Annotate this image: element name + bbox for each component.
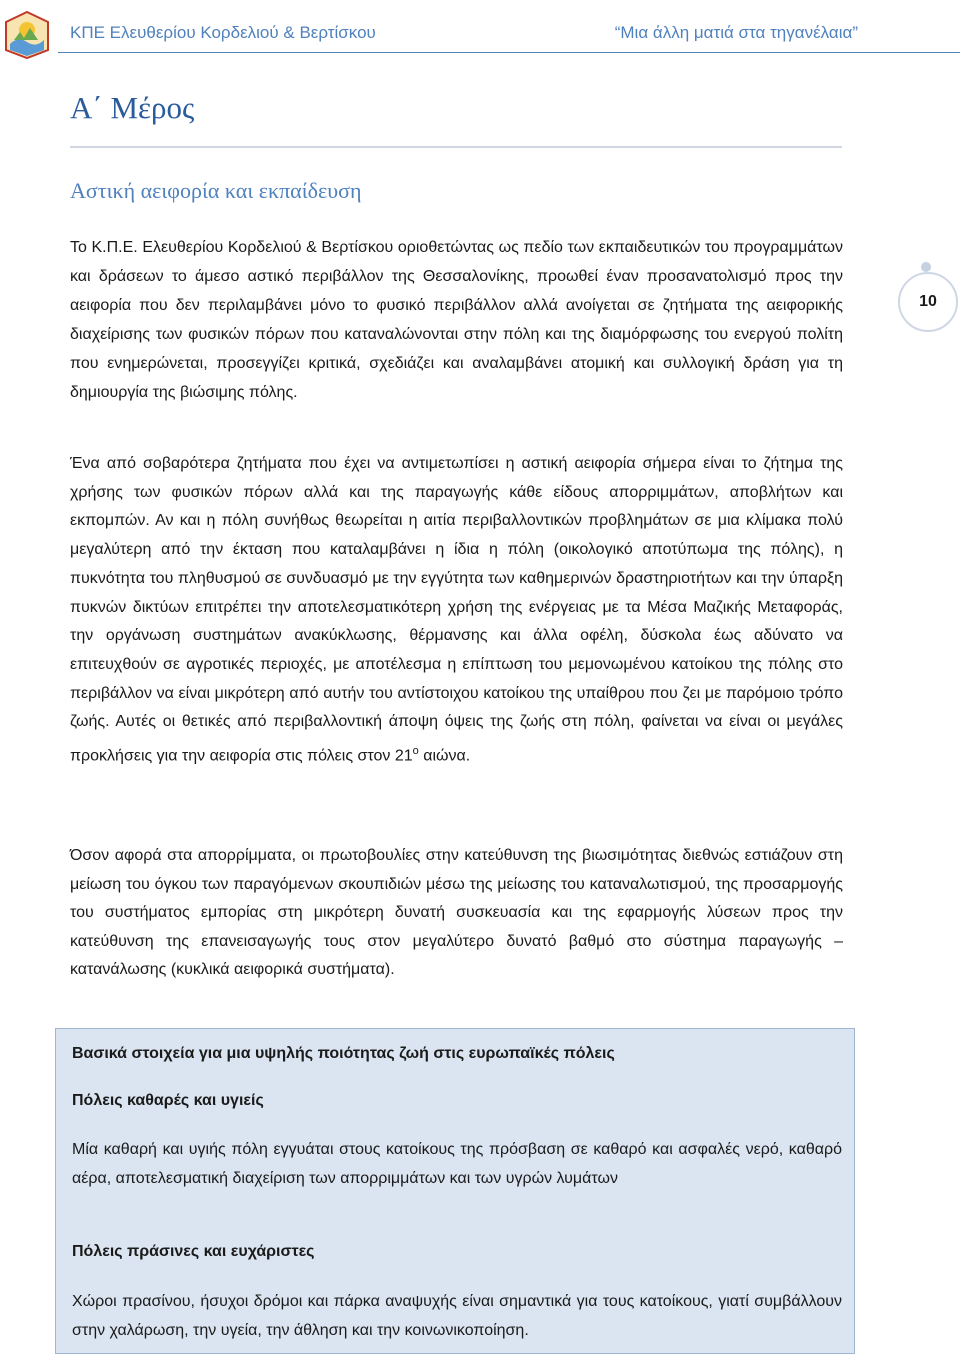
ordinal-superscript: ο — [412, 745, 419, 758]
page-number-dot — [921, 262, 931, 272]
kpe-logo-icon — [4, 10, 50, 60]
paragraph-urban-sustainability — [70, 450, 843, 771]
subsection-title: Αστική αειφορία και εκπαίδευση — [70, 178, 362, 203]
info-box-title: Βασικά στοιχεία για μια υψηλής ποιότητας ζωή στις ευρωπαϊκές πόλεις — [72, 1045, 615, 1062]
info-box-text-green: Χώροι πρασίνου, ήσυχοι δρόμοι και πάρκα αναψυχής είναι σημαντικά για τους κατοίκους, γιατί συμβάλλουν στην χαλάρωση, την υγεία, την άθληση και την κοινωνικοποίηση. — [72, 1293, 842, 1339]
title-rule — [70, 146, 842, 148]
header-divider — [58, 52, 960, 53]
header-motto: “Μια άλλη ματιά στα τηγανέλαια” — [614, 23, 858, 42]
info-box-heading-green: Πόλεις πράσινες και ευχάριστες — [72, 1243, 315, 1260]
info-box-heading-clean: Πόλεις καθαρές και υγιείς — [72, 1092, 264, 1109]
paragraph-urban-sustainability-text: Ένα από σοβαρότερα ζητήματα που έχει να αντιμετωπίσει η αστική αειφορία σήμερα είναι το ζήτημα της χρήσης των φυσικών πόρων αλλά και της παραγωγής κάθε είδους απορριμμάτων, αποβλήτων και εκπομπών. Αν και η πόλη συνήθως θεωρείται η αιτία περιβαλλοντικών προβλημάτων σε μια κλίμακα πολύ μεγαλύτερη από την έκταση που καταλαμβάνει η ίδια η πόλη (οικολογικό αποτύπωμα της πόλης), η πυκνότητα του πληθυσμού σε συνδυασμό με την εγγύτητα των καθημερινών δραστηριοτήτων και την ύπαρξη πυκνών δικτύων επιτρέπει την αποτελεσματικότερη χρήση της ενέργειας με τα Μέσα Μαζικής Μεταφοράς, την οργάνωση συστημάτων ανακύκλωσης, θέρμανσης και άλλα οφέλη, δύσκολα έως αδύνατο να επιτευχθούν σε αγροτικές περιοχές, με αποτέλεσμα η επίπτωση του μεμονωμένου κατοίκου της πόλης στο περιβάλλον να είναι μικρότερη από αυτήν του αντίστοιχου κατοίκου της υπαίθρου που ζει με παρόμοιο τρόπο ζωής. Αυτές οι θετικές από περιβαλλοντική άποψη όψεις της ζωής στη πόλη, φαίνεται να είναι οι μεγάλες προκλήσεις για την αειφορία στις πόλεις στον 21 — [70, 455, 843, 765]
info-box-text-clean: Μία καθαρή και υγιής πόλη εγγυάται στους κατοίκους της πρόσβαση σε καθαρό και ασφαλές νερό, καθαρό αέρα, αποτελεσματική διαχείριση των απορριμμάτων και των υγρών λυμάτων — [72, 1141, 842, 1187]
section-title: Α΄ Μέρος — [70, 90, 195, 125]
paragraph-waste: Όσον αφορά στα απορρίμματα, οι πρωτοβουλίες στην κατεύθυνση της βιωσιμότητας διεθνώς εστιάζουν στη μείωση του όγκου των παραγόμενων σκουπιδιών μέσω της μείωσης του καταναλωτισμού, της προσαρμογής του συστήματος εμπορίας στη μικρότερη δυνατή συσκευασία και της εφαρμογής λύσεων προς την κατεύθυνση της επανεισαγωγής τους στον μεγαλύτερο δυνατό βαθμό στο σύστημα παραγωγής – κατανάλωσης (κυκλικά αειφορικά συστήματα). — [70, 847, 843, 978]
header-org-name: ΚΠΕ Ελευθερίου Κορδελιού & Βερτίσκου — [70, 23, 376, 42]
paragraph-urban-sustainability-end: αιώνα. — [418, 747, 471, 765]
page-number-badge — [898, 272, 958, 332]
paragraph-intro: Το Κ.Π.Ε. Ελευθερίου Κορδελιού & Βερτίσκου οριοθετώντας ως πεδίο των εκπαιδευτικών του προγραμμάτων και δράσεων το άμεσο αστικό περιβάλλον της Θεσσαλονίκης, προωθεί έναν προσανατολισμό προς την αειφορία που δεν περιλαμβάνει μόνο το φυσικό περιβάλλον αλλά ανοίγεται σε ζητήματα της αειφορικής διαχείρισης των φυσικών πόρων που καταναλώνονται στην πόλη και της διαμόρφωσης του ενεργού πολίτη που ενημερώνεται, προσεγγίζει κριτικά, σχεδιάζει και αναλαμβάνει ατομική και συλλογική δράση για τη δημιουργία της βιώσιμης πόλης. — [70, 239, 843, 401]
info-box — [55, 1028, 855, 1354]
page-number: 10 — [919, 293, 937, 310]
page-header — [0, 0, 960, 70]
